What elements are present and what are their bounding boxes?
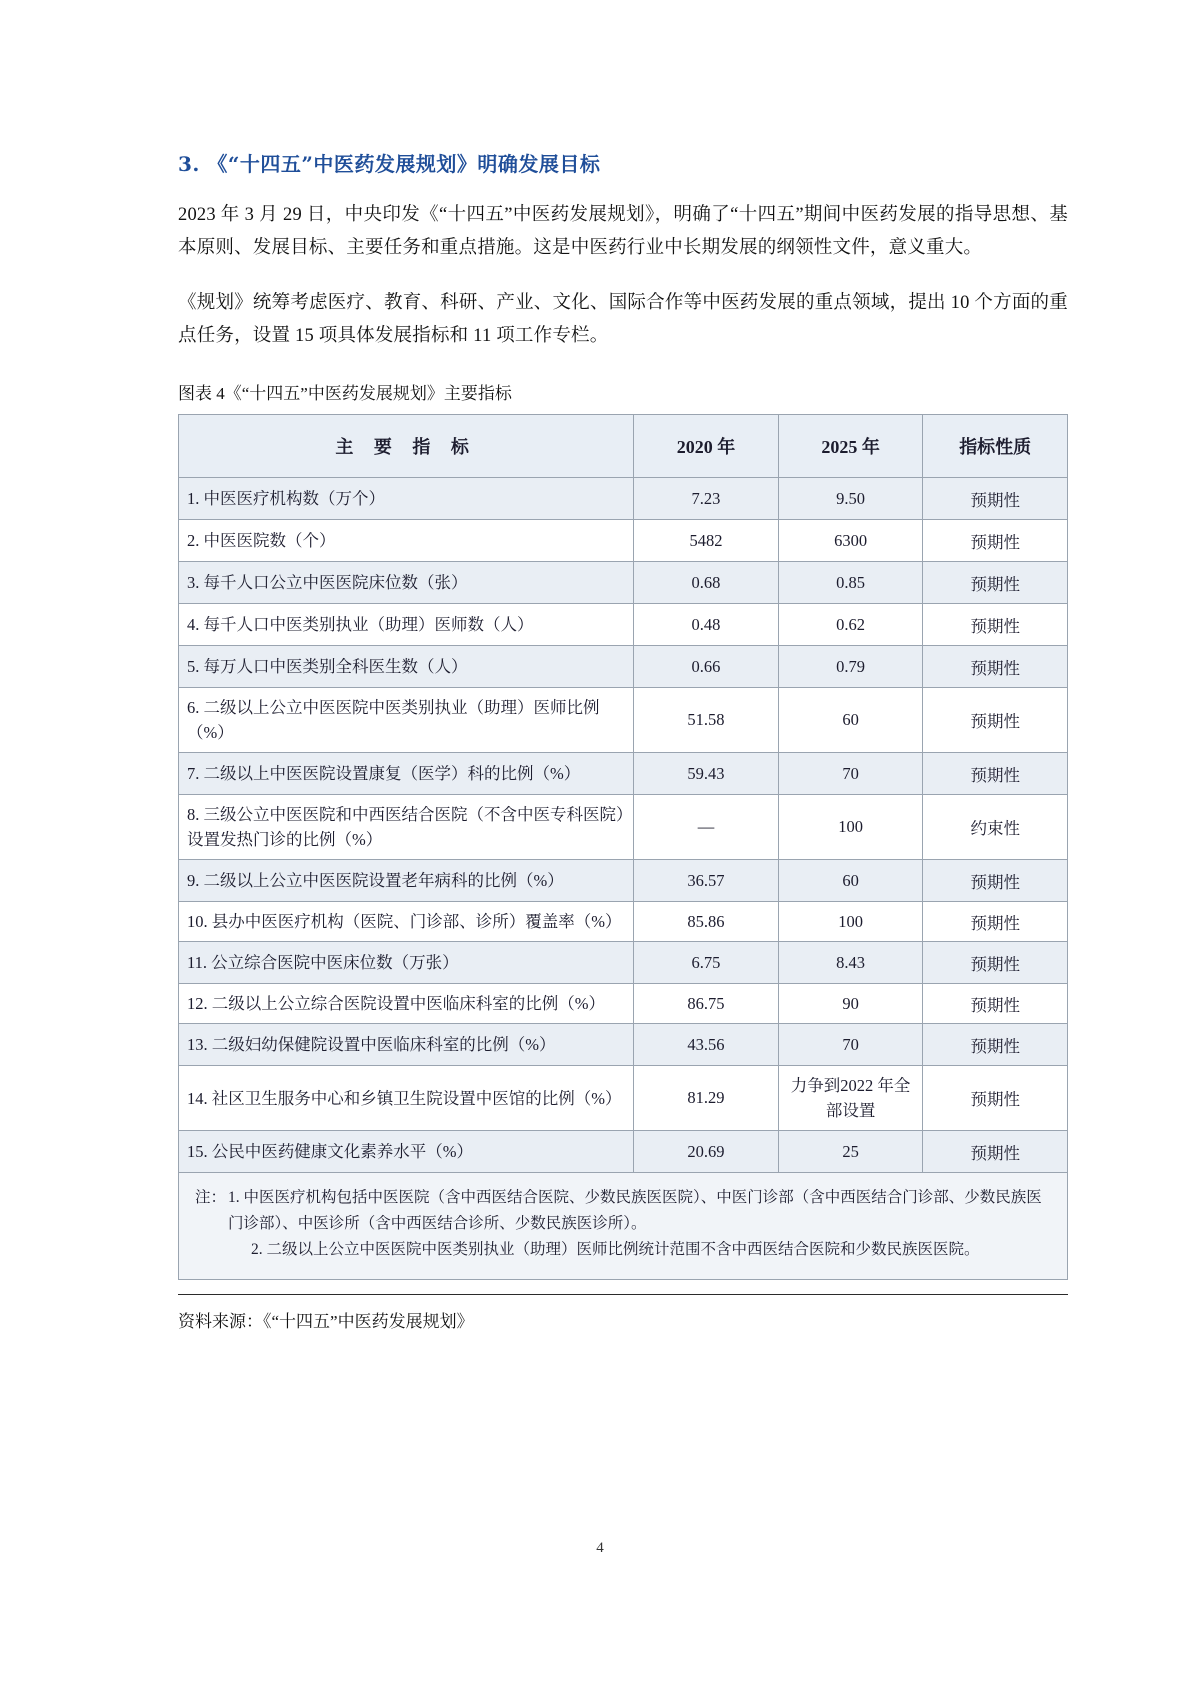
cell-indicator-type: 预期性 — [923, 1024, 1068, 1066]
cell-indicator-type: 预期性 — [923, 1066, 1068, 1131]
table-row — [179, 604, 1068, 646]
cell-indicator-name: 11. 公立综合医院中医床位数（万张） — [179, 942, 634, 984]
cell-value-2025: 25 — [778, 1131, 923, 1173]
cell-value-2020: 86.75 — [634, 984, 779, 1024]
table-row — [179, 646, 1068, 688]
cell-value-2020: 51.58 — [634, 688, 779, 753]
cell-value-2020: 0.66 — [634, 646, 779, 688]
cell-indicator-name: 1. 中医医疗机构数（万个） — [179, 478, 634, 520]
table-row — [179, 1131, 1068, 1173]
cell-value-2020: 81.29 — [634, 1066, 779, 1131]
cell-value-2025: 0.62 — [778, 604, 923, 646]
table-row — [179, 1066, 1068, 1131]
cell-indicator-type: 预期性 — [923, 902, 1068, 942]
cell-value-2020: 0.48 — [634, 604, 779, 646]
cell-indicator-name: 6. 二级以上公立中医医院中医类别执业（助理）医师比例（%） — [179, 688, 634, 753]
cell-indicator-name: 12. 二级以上公立综合医院设置中医临床科室的比例（%） — [179, 984, 634, 1024]
cell-indicator-type: 预期性 — [923, 942, 1068, 984]
table-row — [179, 795, 1068, 860]
table-row — [179, 520, 1068, 562]
table-row — [179, 478, 1068, 520]
metrics-table — [178, 414, 1068, 1173]
column-header-name: 主 要 指 标 — [179, 415, 634, 478]
cell-value-2025: 0.79 — [778, 646, 923, 688]
table-header-row — [179, 415, 1068, 478]
table-row — [179, 562, 1068, 604]
cell-indicator-name: 5. 每万人口中医类别全科医生数（人） — [179, 646, 634, 688]
cell-indicator-type: 预期性 — [923, 688, 1068, 753]
note-item-2: 2. 二级以上公立中医医院中医类别执业（助理）医师比例统计范围不含中西医结合医院和少数民族医医院。 — [251, 1241, 980, 1258]
cell-indicator-name: 4. 每千人口中医类别执业（助理）医师数（人） — [179, 604, 634, 646]
cell-value-2025: 60 — [778, 688, 923, 753]
table-row — [179, 688, 1068, 753]
cell-value-2020: 43.56 — [634, 1024, 779, 1066]
cell-indicator-name: 7. 二级以上中医医院设置康复（医学）科的比例（%） — [179, 753, 634, 795]
table-notes — [178, 1173, 1068, 1280]
cell-value-2025: 100 — [778, 795, 923, 860]
cell-indicator-type: 预期性 — [923, 646, 1068, 688]
table-row — [179, 1024, 1068, 1066]
cell-value-2025: 力争到2022 年全部设置 — [778, 1066, 923, 1131]
table-row — [179, 860, 1068, 902]
cell-indicator-name: 15. 公民中医药健康文化素养水平（%） — [179, 1131, 634, 1173]
table-row — [179, 942, 1068, 984]
table-row — [179, 984, 1068, 1024]
cell-value-2020: 20.69 — [634, 1131, 779, 1173]
table-header — [179, 415, 1068, 478]
page-content — [178, 0, 1068, 1332]
cell-indicator-name: 9. 二级以上公立中医医院设置老年病科的比例（%） — [179, 860, 634, 902]
column-header-2025: 2025 年 — [778, 415, 923, 478]
column-header-2020: 2020 年 — [634, 415, 779, 478]
cell-value-2020: 6.75 — [634, 942, 779, 984]
cell-indicator-name: 14. 社区卫生服务中心和乡镇卫生院设置中医馆的比例（%） — [179, 1066, 634, 1131]
cell-indicator-type: 预期性 — [923, 860, 1068, 902]
note-item-1: 1. 中医医疗机构包括中医医院（含中西医结合医院、少数民族医医院）、中医门诊部（含中西医结合门诊部、少数民族医门诊部）、中医诊所（含中西医结合诊所、少数民族医诊所）。 — [228, 1189, 1042, 1232]
cell-indicator-type: 约束性 — [923, 795, 1068, 860]
cell-value-2020: 0.68 — [634, 562, 779, 604]
cell-value-2025: 9.50 — [778, 478, 923, 520]
table-row — [179, 902, 1068, 942]
cell-indicator-name: 3. 每千人口公立中医医院床位数（张） — [179, 562, 634, 604]
cell-indicator-type: 预期性 — [923, 520, 1068, 562]
note-line-1 — [195, 1185, 1051, 1237]
section-heading: 3. 《“十四五”中医药发展规划》明确发展目标 — [178, 152, 601, 176]
cell-value-2025: 70 — [778, 1024, 923, 1066]
cell-value-2025: 70 — [778, 753, 923, 795]
cell-value-2020: 85.86 — [634, 902, 779, 942]
cell-value-2025: 100 — [778, 902, 923, 942]
figure-caption: 图表 4《“十四五”中医药发展规划》主要指标 — [178, 384, 512, 403]
cell-indicator-type: 预期性 — [923, 604, 1068, 646]
cell-value-2020: — — [634, 795, 779, 860]
cell-indicator-type: 预期性 — [923, 1131, 1068, 1173]
source-text: 资料来源：《“十四五”中医药发展规划》 — [178, 1312, 474, 1331]
cell-indicator-name: 13. 二级妇幼保健院设置中医临床科室的比例（%） — [179, 1024, 634, 1066]
cell-indicator-type: 预期性 — [923, 984, 1068, 1024]
table-row — [179, 753, 1068, 795]
note-line-2 — [195, 1237, 1051, 1263]
column-header-type: 指标性质 — [923, 415, 1068, 478]
cell-indicator-name: 10. 县办中医医疗机构（医院、门诊部、诊所）覆盖率（%） — [179, 902, 634, 942]
paragraph-1: 2023 年 3 月 29 日，中央印发《“十四五”中医药发展规划》，明确了“十四五”期间中医药发展的指导思想、基本原则、发展目标、主要任务和重点措施。这是中医药行业中长期发展的纲领性文件，意义重大。 — [178, 205, 1068, 258]
cell-value-2025: 8.43 — [778, 942, 923, 984]
cell-indicator-type: 预期性 — [923, 753, 1068, 795]
paragraph-2: 《规划》统筹考虑医疗、教育、科研、产业、文化、国际合作等中医药发展的重点领域，提出 10 个方面的重点任务，设置 15 项具体发展指标和 11 项工作专栏。 — [178, 293, 1068, 346]
cell-value-2020: 7.23 — [634, 478, 779, 520]
source-divider — [178, 1294, 1068, 1295]
cell-value-2025: 60 — [778, 860, 923, 902]
cell-indicator-name: 8. 三级公立中医医院和中西医结合医院（不含中医专科医院）设置发热门诊的比例（%） — [179, 795, 634, 860]
cell-value-2025: 6300 — [778, 520, 923, 562]
cell-value-2020: 5482 — [634, 520, 779, 562]
cell-value-2020: 59.43 — [634, 753, 779, 795]
cell-indicator-name: 2. 中医医院数（个） — [179, 520, 634, 562]
note-label: 注： — [195, 1189, 227, 1206]
cell-value-2025: 90 — [778, 984, 923, 1024]
cell-value-2020: 36.57 — [634, 860, 779, 902]
cell-indicator-type: 预期性 — [923, 478, 1068, 520]
cell-indicator-type: 预期性 — [923, 562, 1068, 604]
cell-value-2025: 0.85 — [778, 562, 923, 604]
table-body — [179, 478, 1068, 1173]
page-number: 4 — [596, 1540, 604, 1556]
